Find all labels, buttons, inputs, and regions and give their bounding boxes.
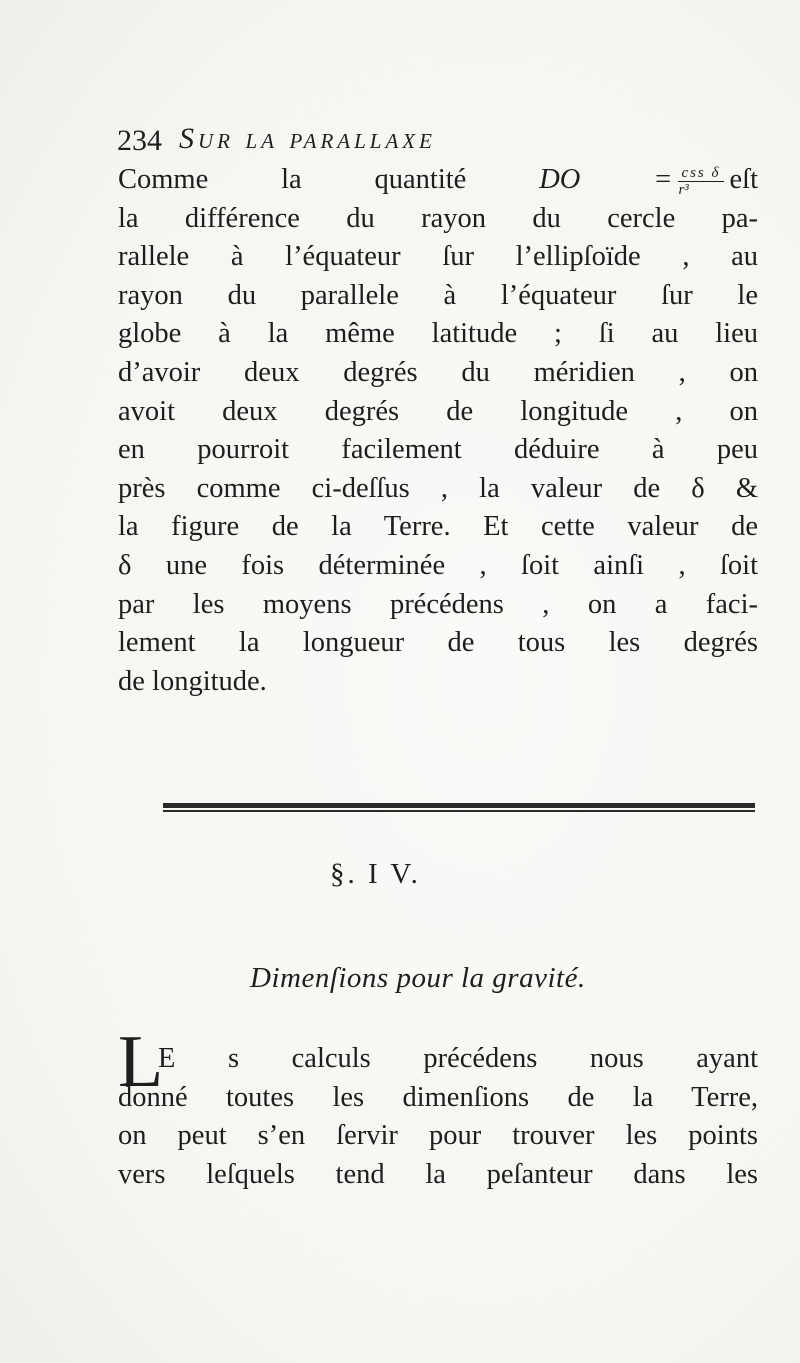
text-line: de longitude. [118, 665, 267, 697]
formula-fraction [678, 166, 723, 197]
text-line [118, 161, 758, 200]
text-line: δ une fois déterminée , ſoit ainſi , ſoit [118, 549, 758, 581]
text-line: la différence du rayon du cercle pa- [118, 202, 758, 234]
text-line: donné toutes les dimenſions de la Terre, [118, 1081, 758, 1113]
text-line: d’avoir deux degrés du méridien , on [118, 356, 758, 388]
text-line: la figure de la Terre. Et cette valeur de [118, 511, 758, 543]
line1-suffix: eſt [729, 164, 758, 195]
text-line: globe à la même latitude ; ſi au lieu [118, 318, 758, 350]
running-head: Sur la parallaxe [179, 122, 436, 155]
section-title: Dimenſions pour la gravité. [250, 962, 586, 994]
line1-prefix: Comme la quantité [118, 164, 467, 195]
paragraph-2 [118, 1040, 758, 1194]
formula-lhs: DO = [539, 164, 673, 195]
text-line: on peut s’en ſervir pour trouver les points [118, 1120, 758, 1152]
formula-denominator: r³ [678, 181, 689, 198]
formula-numerator: css δ [678, 166, 723, 182]
text-line: avoit deux degrés de longitude , on [118, 395, 758, 427]
text-line: près comme ci-deſſus , la valeur de δ & [118, 472, 758, 504]
section-divider-rule [163, 803, 755, 813]
text-line: par les moyens précédens , on a faci- [118, 588, 758, 620]
rule-thick-line [163, 803, 755, 808]
rule-thin-line [163, 810, 755, 812]
text-line: vers leſquels tend la peſanteur dans les [118, 1158, 758, 1190]
page-number: 234 [117, 124, 162, 157]
section-number: §. I V. [330, 858, 421, 890]
text-line: rayon du parallele à l’équateur ſur le [118, 279, 758, 311]
drop-cap: L [118, 1021, 164, 1103]
text-line: E s calculs précédens nous ayant [158, 1043, 758, 1074]
text-line: en pourroit facilement déduire à peu [118, 434, 758, 466]
text-line: rallele à l’équateur ſur l’ellipſoïde , au [118, 241, 758, 273]
text-line: lement la longueur de tous les degrés [118, 627, 758, 659]
paragraph-1 [118, 161, 758, 701]
page-header [117, 122, 757, 162]
